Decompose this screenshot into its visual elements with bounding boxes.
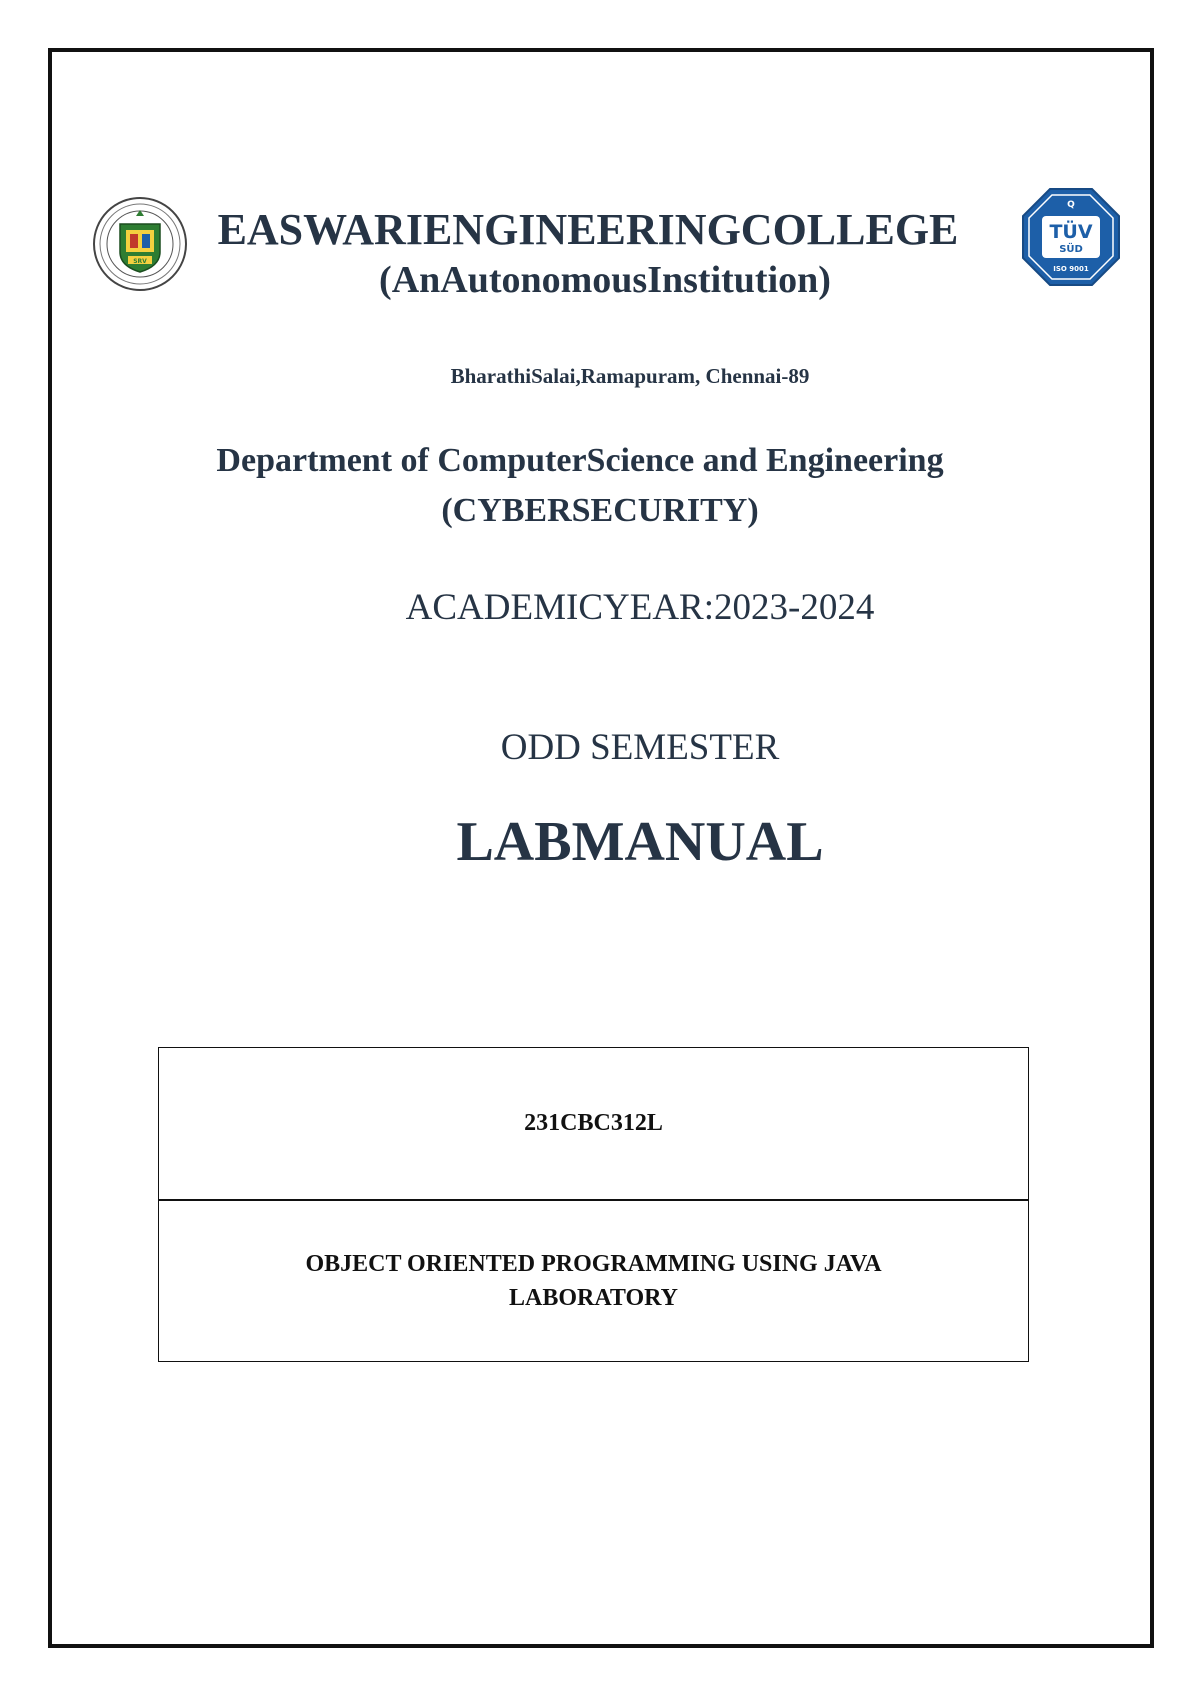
college-name: EASWARIENGINEERINGCOLLEGE [217, 205, 959, 254]
college-logo [92, 196, 188, 292]
college-subtitle: (AnAutonomousInstitution) [379, 259, 831, 301]
course-info-table [158, 1047, 1029, 1362]
document-title: LABMANUAL [456, 811, 824, 873]
college-seal-icon [92, 196, 188, 292]
tuv-cert-label: ISO 9001 [1053, 265, 1089, 273]
course-code-cell [159, 1048, 1028, 1201]
course-title-line-1: OBJECT ORIENTED PROGRAMMING USING JAVA [305, 1251, 882, 1277]
tuv-sub-label: SÜD [1059, 244, 1083, 255]
academic-year: ACADEMICYEAR:2023-2024 [405, 587, 875, 628]
semester: ODD SEMESTER [500, 727, 780, 768]
course-title-line-2: LABORATORY [509, 1285, 678, 1311]
tuv-certification-icon [1020, 186, 1122, 288]
college-logo-text: SRV [133, 258, 147, 265]
department-specialization: (CYBERSECURITY) [441, 492, 759, 529]
tuv-brand-label: TÜV [1049, 221, 1093, 243]
department-name: Department of ComputerScience and Engineering [216, 442, 944, 479]
tuv-top-label: Q [1067, 200, 1075, 210]
certification-logo [1020, 186, 1122, 288]
college-address: BharathiSalai,Ramapuram, Chennai-89 [450, 364, 810, 388]
course-title-cell [159, 1201, 1028, 1361]
course-code: 231CBC312L [524, 1110, 663, 1136]
